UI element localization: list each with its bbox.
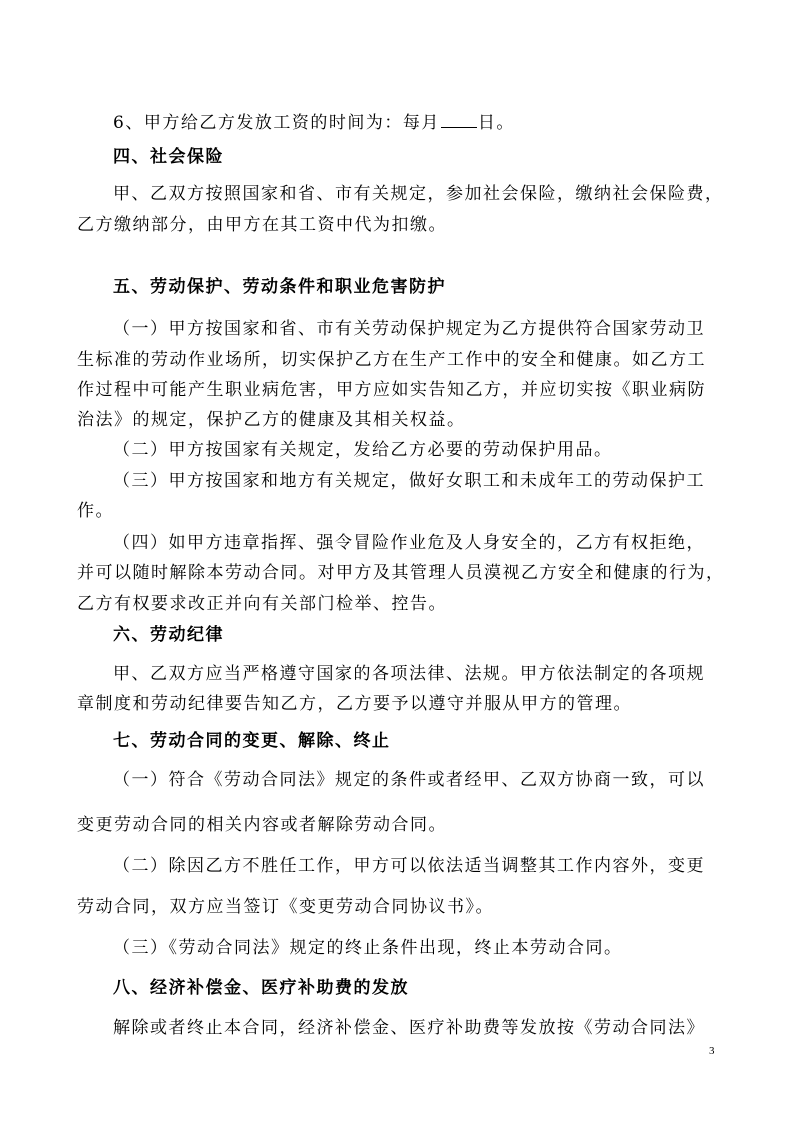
paragraph-line: 乙方有权要求改正并向有关部门检举、控告。 <box>77 594 447 614</box>
paragraph-line: 并可以随时解除本劳动合同。对甲方及其管理人员漠视乙方安全和健康的行为， <box>77 563 725 583</box>
payday-blank <box>441 110 477 128</box>
paragraph-line: 甲、乙双方按照国家和省、市有关规定，参加社会保险，缴纳社会保险费， <box>113 184 724 204</box>
heading-contract-change: 七、劳动合同的变更、解除、终止 <box>113 731 391 751</box>
paragraph-line: 章制度和劳动纪律要告知乙方，乙方要予以遵守并服从甲方的管理。 <box>77 694 632 714</box>
paragraph-line: 劳动合同，双方应当签订《变更劳动合同协议书》。 <box>77 897 494 917</box>
paragraph-line: 生标准的劳动作业场所，切实保护乙方在生产工作中的安全和健康。如乙方工 <box>77 350 706 370</box>
paragraph-line: （二）甲方按国家有关规定，发给乙方必要的劳动保护用品。 <box>113 440 613 460</box>
clause-6-payday: 6、甲方给乙方发放工资的时间为：每月 日。 <box>113 110 515 133</box>
heading-compensation: 八、经济补偿金、医疗补助费的发放 <box>113 978 409 998</box>
page-number: 3 <box>709 1045 715 1057</box>
heading-social-insurance: 四、社会保险 <box>113 147 224 167</box>
paragraph-line: （三）《劳动合同法》规定的终止条件出现，终止本劳动合同。 <box>113 938 623 958</box>
heading-labor-protection: 五、劳动保护、劳动条件和职业危害防护 <box>113 277 446 297</box>
paragraph-line: 作过程中可能产生职业病危害，甲方应如实告知乙方，并应切实按《职业病防 <box>77 380 706 400</box>
paragraph-line: 乙方缴纳部分，由甲方在其工资中代为扣缴。 <box>77 215 447 235</box>
paragraph-line: 解除或者终止本合同，经济补偿金、医疗补助费等发放按《劳动合同法》 <box>113 1018 705 1038</box>
paragraph-line: 治法》的规定，保护乙方的健康及其相关权益。 <box>77 410 466 430</box>
paragraph-line: 甲、乙双方应当严格遵守国家的各项法律、法规。甲方依法制定的各项规 <box>113 664 705 684</box>
paragraph-line: 变更劳动合同的相关内容或者解除劳动合同。 <box>77 815 447 835</box>
paragraph-line: （一）符合《劳动合同法》规定的条件或者经甲、乙双方协商一致，可以 <box>113 770 705 790</box>
paragraph-line: 作。 <box>77 501 114 521</box>
paragraph-line: （三）甲方按国家和地方有关规定，做好女职工和未成年工的劳动保护工 <box>113 471 705 491</box>
heading-labor-discipline: 六、劳动纪律 <box>113 625 224 645</box>
paragraph-line: （四）如甲方违章指挥、强令冒险作业危及人身安全的，乙方有权拒绝， <box>113 533 705 553</box>
paragraph-line: （二）除因乙方不胜任工作，甲方可以依法适当调整其工作内容外，变更 <box>113 856 705 876</box>
paragraph-line: （一）甲方按国家和省、市有关劳动保护规定为乙方提供符合国家劳动卫 <box>113 319 705 339</box>
